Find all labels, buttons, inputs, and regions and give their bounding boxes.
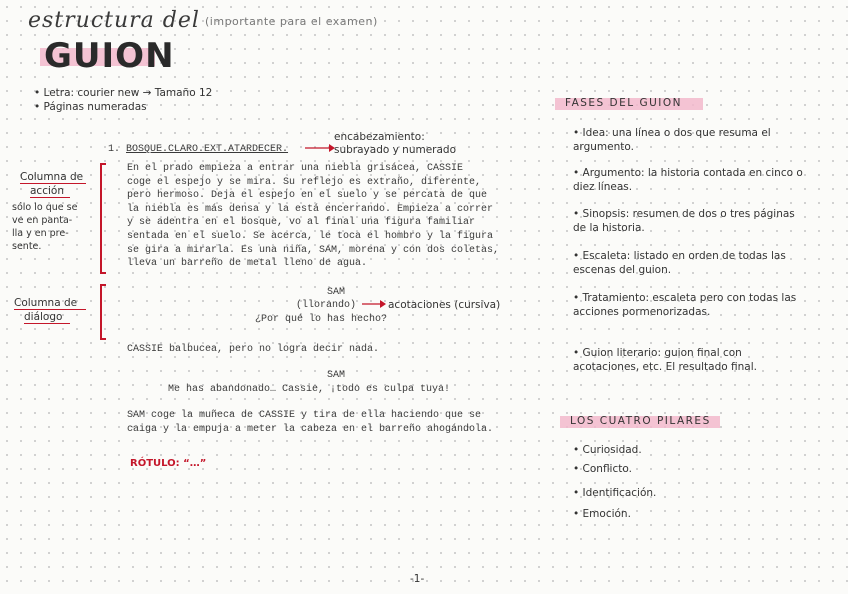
pillar-item: • Curiosidad.	[573, 444, 642, 456]
accion-underline	[30, 197, 70, 198]
parenthetical-note: acotaciones (cursiva)	[388, 299, 501, 311]
arrow-icon	[362, 298, 386, 310]
character-name: SAM	[327, 287, 346, 298]
page-title: GUION	[44, 36, 175, 76]
action-line: pero hermoso. Deja el espejo en el suelo y se percata de que	[127, 190, 488, 202]
rotulo: RÓTULO: “…”	[130, 458, 207, 469]
accion-label-1: Columna de	[20, 171, 84, 183]
phases-heading: FASES DEL GUION	[565, 97, 683, 109]
dialogo-underline	[14, 309, 86, 310]
dialogue-line: ¿Por qué lo has hecho?	[255, 314, 388, 325]
pillar-item: • Identificación.	[573, 487, 657, 499]
parenthetical: (llorando)	[296, 300, 357, 311]
accion-label-2: acción	[30, 185, 64, 197]
dialogo-label-2: diálogo	[24, 311, 63, 323]
action-bracket-top	[100, 163, 106, 165]
phase-item: • Argumento: la historia contada en cinco o diez líneas.	[573, 167, 803, 193]
phase-item: • Guion literario: guion final con acotaciones, etc. El resultado final.	[573, 347, 757, 373]
pillar-item: • Emoción.	[573, 508, 631, 520]
dialogue-line: Me has abandonado… Cassie, ¡todo es culpa tuya!	[168, 384, 451, 395]
action-bracket-bottom	[100, 272, 106, 274]
page-number: -1-	[410, 573, 425, 585]
scene-number: 1.	[108, 144, 121, 155]
action-line: lleva un barreño de metal lleno de agua.	[127, 258, 368, 270]
format-note-pages: • Páginas numeradas	[34, 101, 147, 113]
action-line: y se adentra en el bosque, vo al final una figura familiar	[127, 217, 476, 229]
accion-desc: sólo lo que se	[12, 202, 78, 213]
action-bracket	[100, 163, 102, 273]
action-line: SAM coge la muñeca de CASSIE y tira de ella haciendo que se	[127, 410, 482, 421]
character-name: SAM	[327, 370, 346, 381]
phase-item: • Escaleta: listado en orden de todas las escenas del guion.	[573, 250, 786, 276]
phase-item: • Sinopsis: resumen de dos o tres páginas de la historia.	[573, 208, 795, 234]
script-title: estructura del	[28, 8, 200, 33]
heading-note-1: encabezamiento:	[334, 131, 425, 143]
scene-heading: BOSQUE.CLARO.EXT.ATARDECER.	[126, 144, 289, 155]
dialogo-label-1: Columna de	[14, 297, 78, 309]
dialogue-bracket-bottom	[100, 338, 106, 340]
format-note-font: • Letra: courier new → Tamaño 12	[34, 87, 213, 99]
phase-item: • Tratamiento: escaleta pero con todas las acciones pormenorizadas.	[573, 292, 797, 318]
action-line: caiga y la empuja a meter la cabeza en el barreño ahogándola.	[127, 424, 494, 435]
subtitle: (importante para el examen)	[205, 15, 378, 28]
phase-item: • Idea: una línea o dos que resuma el argumento.	[573, 127, 771, 153]
pillars-heading: LOS CUATRO PILARES	[570, 415, 711, 427]
action-line: En el prado empieza a entrar una niebla grisácea, CASSIE	[127, 163, 464, 174]
accion-desc: ve en panta-	[12, 215, 73, 226]
dialogue-bracket-top	[100, 284, 106, 286]
accion-underline	[20, 183, 86, 184]
pillar-item: • Conflicto.	[573, 463, 632, 475]
action-line: la niebla es más densa y la está encerrando. Empieza a correr	[127, 203, 494, 215]
action-line: coge el espejo y se mira. Su reflejo es extraño, diferente,	[127, 176, 482, 188]
accion-desc: sente.	[12, 241, 42, 252]
action-line: CASSIE balbucea, pero no logra decir nada.	[127, 344, 380, 355]
heading-note-2: subrayado y numerado	[334, 144, 457, 156]
accion-desc: lla y en pre-	[12, 228, 69, 239]
action-line: sentada en el suelo. Se acerca, le toca el hombro y la figura	[127, 231, 494, 242]
arrow-icon	[305, 142, 335, 154]
dialogue-bracket	[100, 284, 102, 339]
dialogo-underline	[24, 323, 70, 324]
action-line: se gira a mirarla. Es una niña, SAM, morena y con dos coletas,	[127, 244, 500, 256]
